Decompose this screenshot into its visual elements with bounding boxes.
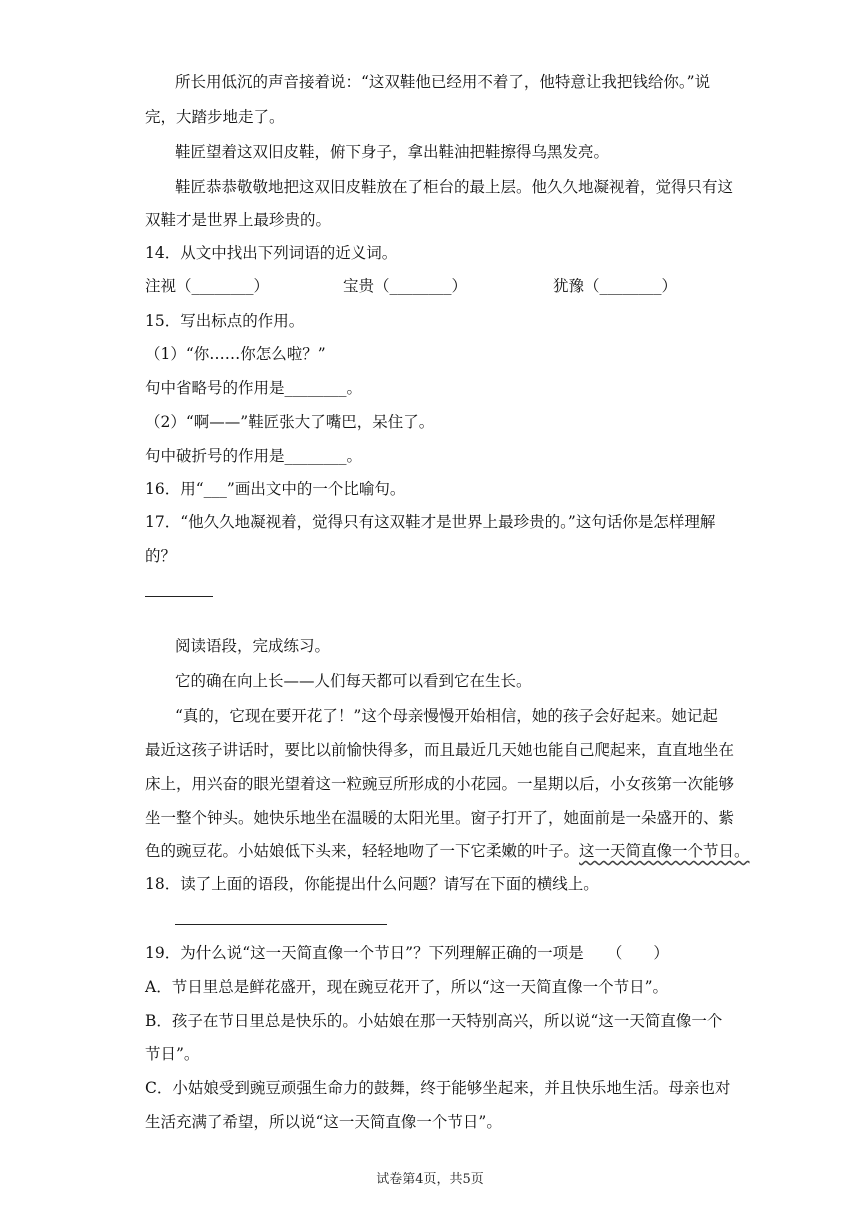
q17-line2: 的？ — [145, 547, 177, 565]
passage2-p2-line4: 坐一整个钟头。她快乐地坐在温暖的太阳光里。窗子打开了，她面前是一朵盛开的、紫 — [145, 809, 735, 827]
q18-stem: 18．读了上面的语段，你能提出什么问题？请写在下面的横线上。 — [145, 875, 599, 893]
passage2-p2-line3: 床上，用兴奋的眼光望着这一粒豌豆所形成的小花园。一星期以后，小女孩第一次能够 — [145, 775, 735, 793]
q15-sub2: （2）“啊——”鞋匠张大了嘴巴，呆住了。 — [145, 413, 435, 431]
q16-suffix: ”画出文中的一个比喻句。 — [226, 480, 406, 498]
q14-item-2[interactable]: 宝贵（________） — [343, 277, 468, 295]
q19-stem: 19．为什么说“这一天简直像一个节日”？下列理解正确的一项是 （ ） — [145, 944, 669, 962]
passage1-p3-line1: 鞋匠恭恭敬敬地把这双旧皮鞋放在了柜台的最上层。他久久地凝视着，觉得只有这 — [175, 178, 734, 196]
passage1-p1-line1: 所长用低沉的声音接着说：“这双鞋他已经用不着了，他特意让我把钱给你。”说 — [175, 73, 711, 91]
q15-sub1: （1）“你……你怎么啦？” — [145, 345, 326, 363]
q19-option-b-line2[interactable]: 节日”。 — [145, 1045, 200, 1063]
passage2-p2-line5-a: 色的豌豆花。小姑娘低下头来，轻轻地吻了一下它柔嫩的叶子。 — [145, 842, 580, 860]
page-footer: 试卷第4页，共5页 — [376, 1172, 484, 1187]
q15-stem: 15．写出标点的作用。 — [145, 312, 305, 330]
q17-answer-line[interactable] — [145, 596, 213, 597]
passage1-p1-line2: 完，大踏步地走了。 — [145, 108, 285, 126]
passage2-intro: 阅读语段，完成练习。 — [175, 637, 331, 655]
q15-sub1-answer[interactable]: 句中省略号的作用是________。 — [145, 379, 363, 397]
q19-option-b-line1[interactable]: B．孩子在节日里总是快乐的。小姑娘在那一天特别高兴，所以说“这一天简直像一个 — [145, 1012, 723, 1030]
q19-option-c-line2[interactable]: 生活充满了希望，所以说“这一天简直像一个节日”。 — [145, 1113, 502, 1131]
q17-line1: 17．“他久久地凝视着，觉得只有这双鞋才是世界上最珍贵的。”这句话你是怎样理解 — [145, 513, 716, 531]
q14-items — [145, 276, 725, 296]
passage1-p3-line2: 双鞋才是世界上最珍贵的。 — [145, 211, 332, 229]
q19-option-a[interactable]: A．节日里总是鲜花盛开，现在豌豆花开了，所以“这一天简直像一个节日”。 — [145, 978, 669, 996]
q16-prefix: 16．用“ — [145, 480, 204, 498]
q14-item-3[interactable]: 犹豫（________） — [553, 277, 678, 295]
passage2-p2-line5 — [145, 841, 750, 861]
q18-answer-line[interactable] — [175, 924, 387, 925]
q16-stem — [145, 479, 725, 499]
q19-option-c-line1[interactable]: C．小姑娘受到豌豆顽强生命力的鼓舞，终于能够坐起来，并且快乐地生活。母亲也对 — [145, 1079, 731, 1097]
q16-underline-mark: ___ — [203, 480, 227, 498]
q15-sub2-answer[interactable]: 句中破折号的作用是________。 — [145, 447, 363, 465]
passage1-p2: 鞋匠望着这双旧皮鞋，俯下身子，拿出鞋油把鞋擦得乌黑发亮。 — [175, 143, 610, 161]
q14-stem: 14．从文中找出下列词语的近义词。 — [145, 244, 398, 262]
passage2-simile-sentence: 这一天简直像一个节日。 — [579, 842, 750, 860]
passage2-p1: 它的确在向上长——人们每天都可以看到它在生长。 — [175, 672, 532, 690]
passage2-p2-line1: “真的，它现在要开花了！”这个母亲慢慢开始相信，她的孩子会好起来。她记起 — [175, 707, 718, 725]
q14-item-1[interactable]: 注视（________） — [145, 277, 270, 295]
passage2-p2-line2: 最近这孩子讲话时，要比以前愉快得多，而且最近几天她也能自己爬起来，直直地坐在 — [145, 741, 735, 759]
